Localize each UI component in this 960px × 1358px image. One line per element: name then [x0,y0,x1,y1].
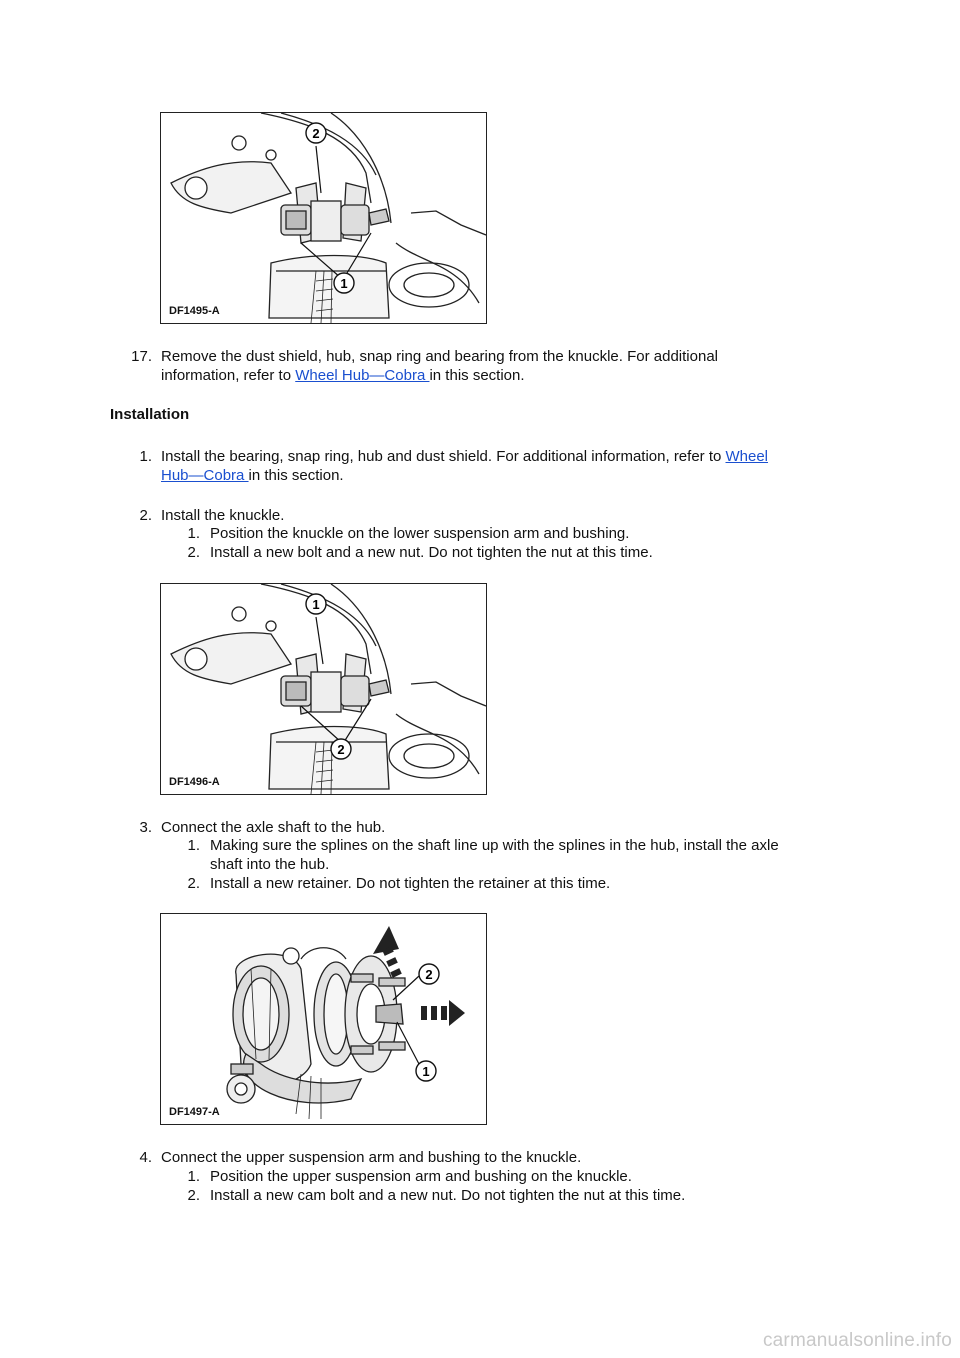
step-text-line: Remove the dust shield, hub, snap ring and bearing from the knuckle. For additional [161,348,718,365]
figure-knuckle-bolts-removal [160,112,487,324]
knuckle-illustration [161,584,486,794]
step-number: 3. [139,819,152,836]
step-text-suffix: in this section. [429,367,525,384]
substep-text: Position the upper suspension arm and bushing on the knuckle. [210,1168,632,1185]
callout-2: 2 [425,967,433,982]
step-text-line: Connect the upper suspension arm and bushing to the knuckle. [161,1149,582,1166]
substep-text: Install a new bolt and a new nut. Do not tighten the nut at this time. [210,544,653,561]
step-text-prefix: Install the bearing, snap ring, hub and dust shield. For additional information, refer to [161,448,726,465]
callout-1: 1 [340,276,348,291]
axle-hub-illustration [161,914,486,1124]
callout-1: 1 [312,597,320,612]
wheel-hub-cobra-link[interactable]: Wheel Hub—Cobra [295,367,430,384]
wheel-hub-cobra-link[interactable]: Wheel [725,448,769,465]
substep-number: 2. [187,544,200,561]
figure-axle-shaft-hub [160,913,487,1125]
step-number: 17. [131,348,152,365]
knuckle-illustration [161,113,486,323]
substep-text: Install a new retainer. Do not tighten the retainer at this time. [210,875,611,892]
substep-text: shaft into the hub. [210,856,330,873]
substep-number: 2. [187,1187,200,1204]
substep-number: 1. [187,1168,200,1185]
substep-number: 1. [187,837,200,854]
step-number: 4. [139,1149,152,1166]
figure-id: DF1495-A [169,305,220,317]
figure-knuckle-bolts-installation [160,583,487,795]
substep-number: 2. [187,875,200,892]
step-number: 1. [139,448,152,465]
step-text-line [161,466,344,485]
watermark: carmanualsonline.info [762,1330,952,1351]
step-text-prefix: information, refer to [161,367,296,384]
callout-2: 2 [337,742,345,757]
step-text-line [161,447,768,466]
substep-text: Position the knuckle on the lower suspension arm and bushing. [210,525,630,542]
section-heading: Installation [110,406,190,423]
step-number: 2. [139,507,152,524]
callout-1: 1 [422,1064,430,1079]
step-text-suffix: in this section. [248,467,344,484]
callout-2: 2 [312,126,320,141]
wheel-hub-cobra-link[interactable]: Hub—Cobra [161,467,249,484]
step-text-line: Install the knuckle. [161,507,285,524]
substep-number: 1. [187,525,200,542]
figure-id: DF1497-A [169,1106,220,1118]
substep-text: Install a new cam bolt and a new nut. Do not tighten the nut at this time. [210,1187,686,1204]
figure-id: DF1496-A [169,776,220,788]
step-text-line [161,366,525,385]
step-text-line: Connect the axle shaft to the hub. [161,819,386,836]
substep-text: Making sure the splines on the shaft line up with the splines in the hub, install the axle [210,837,779,854]
